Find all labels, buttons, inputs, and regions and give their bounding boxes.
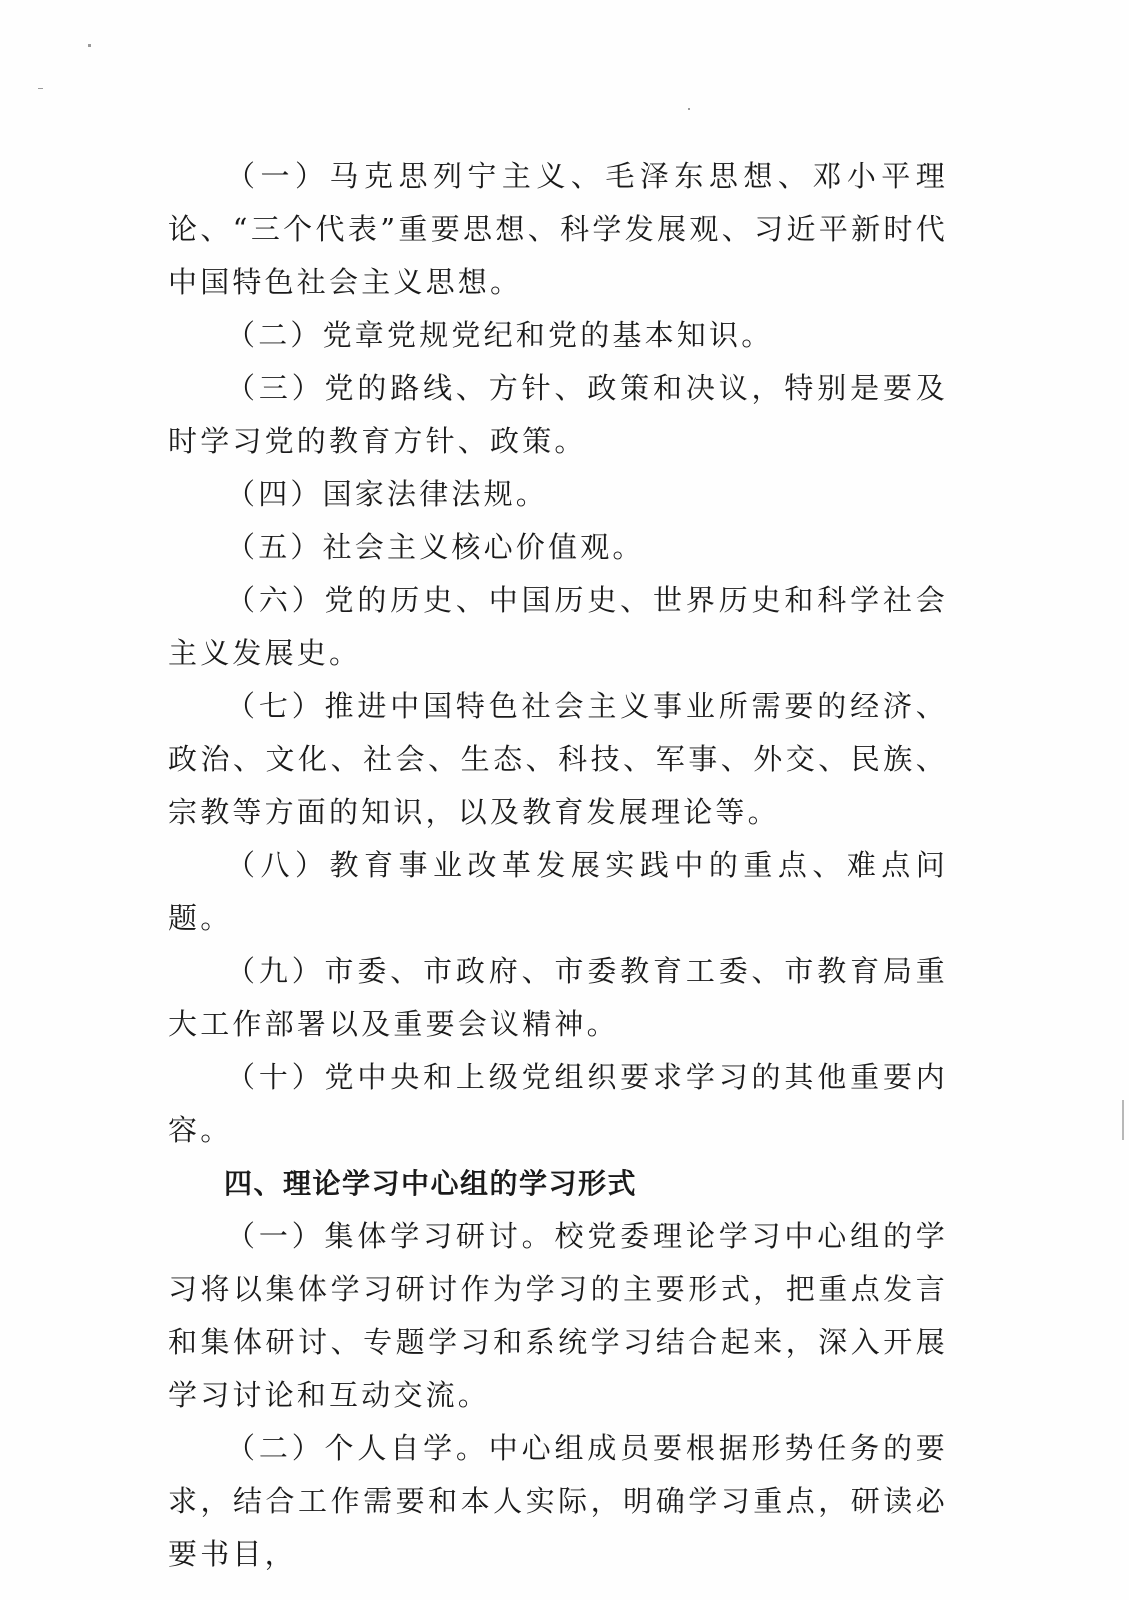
study-content-item-9: （九）市委、市政府、市委教育工委、市教育局重大工作部署以及重要会议精神。 (168, 954, 948, 1041)
study-content-item-1: （一）马克思列宁主义、毛泽东思想、邓小平理论、“三个代表”重要思想、科学发展观、习近平新时代中国特色社会主义思想。 (168, 159, 948, 299)
study-content-item-7: （七）推进中国特色社会主义事业所需要的经济、政治、文化、社会、生态、科技、军事、外交、民族、宗教等方面的知识，以及教育发展理论等。 (168, 689, 948, 829)
scan-speck (688, 108, 690, 110)
scan-speck (38, 88, 43, 89)
study-content-item-6: （六）党的历史、中国历史、世界历史和科学社会主义发展史。 (168, 583, 948, 670)
study-content-item-10: （十）党中央和上级党组织要求学习的其他重要内容。 (168, 1060, 948, 1147)
study-form-item-1: （一）集体学习研讨。校党委理论学习中心组的学习将以集体学习研讨作为学习的主要形式，把重点发言和集体研讨、专题学习和系统学习结合起来，深入开展学习讨论和互动交流。 (168, 1219, 948, 1412)
scan-edge-mark (1122, 1100, 1124, 1140)
scan-speck (88, 44, 91, 47)
document-body (168, 150, 948, 1581)
study-form-item-2: （二）个人自学。中心组成员要根据形势任务的要求，结合工作需要和本人实际，明确学习重点，研读必要书目， (168, 1431, 948, 1571)
study-content-item-2: （二）党章党规党纪和党的基本知识。 (226, 318, 774, 352)
study-content-item-3: （三）党的路线、方针、政策和决议，特别是要及时学习党的教育方针、政策。 (168, 371, 948, 458)
study-content-item-8: （八）教育事业改革发展实践中的重点、难点问题。 (168, 848, 948, 935)
section-heading-study-forms: 四、理论学习中心组的学习形式 (224, 1167, 638, 1200)
study-content-item-4: （四）国家法律法规。 (226, 477, 549, 511)
study-content-item-5: （五）社会主义核心价值观。 (226, 530, 645, 564)
